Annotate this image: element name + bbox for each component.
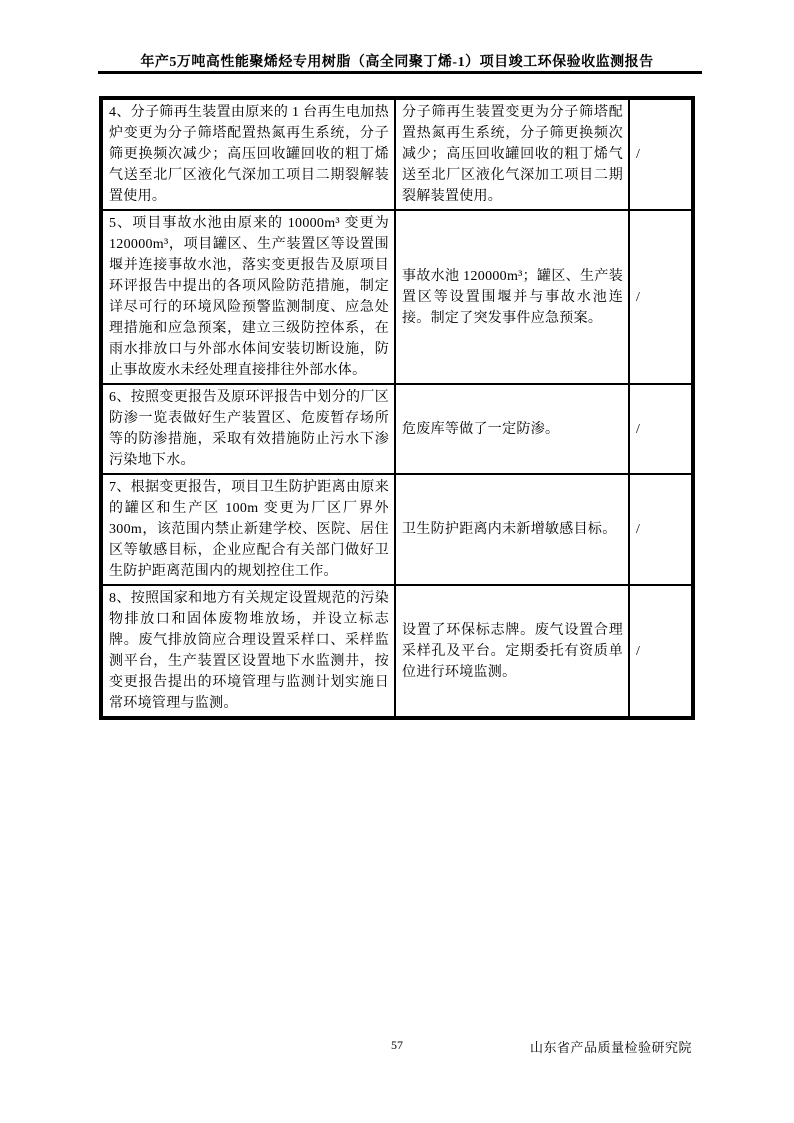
change-comparison-table bbox=[99, 96, 695, 720]
implementation-cell: 分子筛再生装置变更为分子筛塔配置热氮再生系统，分子筛更换频次减少；高压回收罐回收的粗丁烯气送至北厂区液化气深加工项目二期裂解装置使用。 bbox=[395, 98, 629, 210]
remark-cell: / bbox=[629, 98, 693, 210]
implementation-cell: 事故水池 120000m³；罐区、生产装置区等设置围堰并与事故水池连接。制定了突发事件应急预案。 bbox=[395, 210, 629, 384]
remark-cell: / bbox=[629, 384, 693, 474]
remark-cell: / bbox=[629, 585, 693, 718]
implementation-cell: 设置了环保标志牌。废气设置合理采样孔及平台。定期委托有资质单位进行环境监测。 bbox=[395, 585, 629, 718]
remark-cell: / bbox=[629, 210, 693, 384]
table-row bbox=[101, 210, 693, 384]
remark-cell: / bbox=[629, 474, 693, 585]
requirement-cell: 7、根据变更报告，项目卫生防护距离由原来的罐区和生产区 100m 变更为厂区厂界外300m，该范围内禁止新建学校、医院、居住区等敏感目标，企业应配合有关部门做好卫生防护距离范围内的规划控住工作。 bbox=[101, 474, 395, 585]
header-rule bbox=[98, 71, 702, 74]
table-row bbox=[101, 98, 693, 210]
table-row bbox=[101, 474, 693, 585]
implementation-cell: 危废库等做了一定防渗。 bbox=[395, 384, 629, 474]
page-header-title: 年产5万吨高性能聚烯烃专用树脂（高全同聚丁烯-1）项目竣工环保验收监测报告 bbox=[140, 55, 654, 70]
table-row bbox=[101, 384, 693, 474]
requirement-cell: 8、按照国家和地方有关规定设置规范的污染物排放口和固体废物堆放场，并设立标志牌。废气排放筒应合理设置采样口、采样监测平台，生产装置区设置地下水监测井，按变更报告提出的环境管理与监测计划实施日常环境管理与监测。 bbox=[101, 585, 395, 718]
requirement-cell: 5、项目事故水池由原来的 10000m³ 变更为120000m³，项目罐区、生产装置区等设置围堰并连接事故水池，落实变更报告及原项目环评报告中提出的各项风险防范措施，制定详尽可行的环境风险预警监测制度、应急处理措施和应急预案，建立三级防控体系，在雨水排放口与外部水体间安装切断设施，防止事故废水未经处理直接排往外部水体。 bbox=[101, 210, 395, 384]
requirement-cell: 4、分子筛再生装置由原来的 1 台再生电加热炉变更为分子筛塔配置热氮再生系统，分子筛更换频次减少；高压回收罐回收的粗丁烯气送至北厂区液化气深加工项目二期裂解装置使用。 bbox=[101, 98, 395, 210]
implementation-cell: 卫生防护距离内未新增敏感目标。 bbox=[395, 474, 629, 585]
requirement-cell: 6、按照变更报告及原环评报告中划分的厂区防渗一览表做好生产装置区、危废暂存场所等的防渗措施，采取有效措施防止污水下渗污染地下水。 bbox=[101, 384, 395, 474]
footer-organization: 山东省产品质量检验研究院 bbox=[529, 1040, 692, 1055]
page-number: 57 bbox=[391, 1038, 403, 1052]
table-row bbox=[101, 585, 693, 718]
